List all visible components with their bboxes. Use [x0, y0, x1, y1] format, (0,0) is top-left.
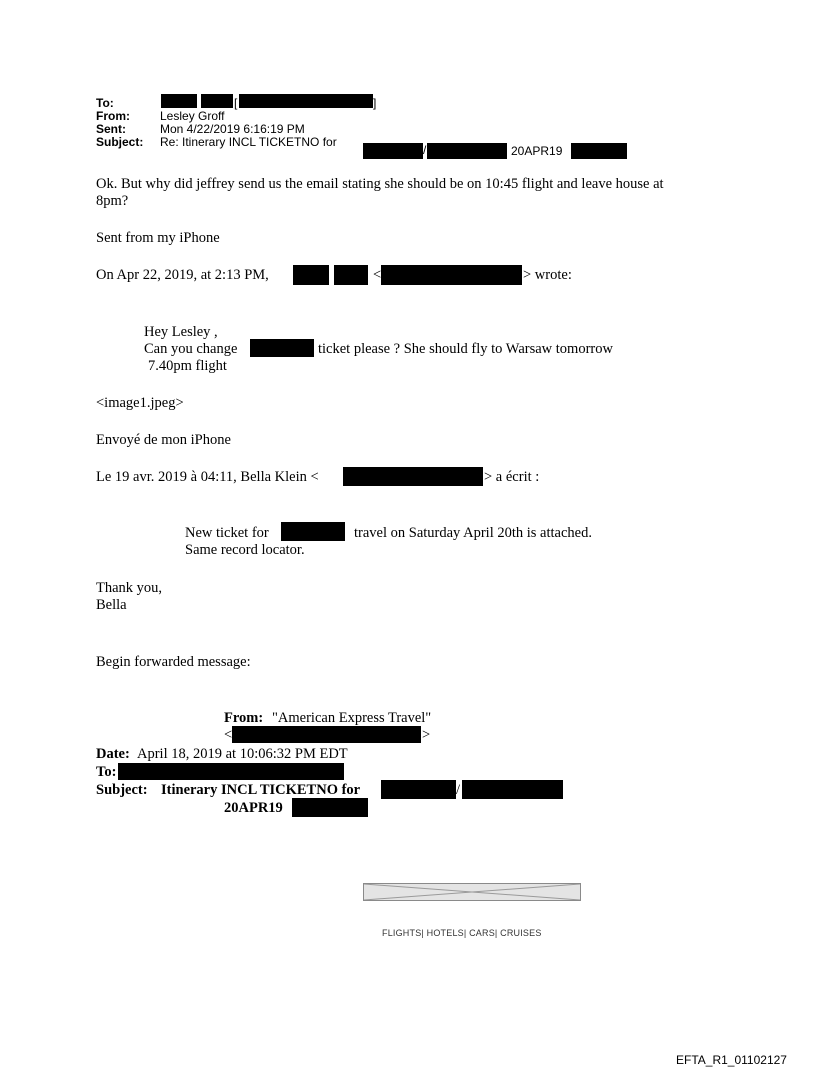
quote2-line-2: Same record locator. — [185, 542, 305, 558]
redaction-bar — [250, 339, 314, 357]
sent-label: Sent: — [96, 122, 126, 136]
subject-slash: / — [423, 143, 427, 157]
sender-name: Bella — [96, 597, 127, 613]
quote1-request-suffix: ticket please ? She should fly to Warsaw tomorrow — [318, 341, 613, 357]
sent-value: Mon 4/22/2019 6:16:19 PM — [160, 122, 305, 136]
redaction-bar — [292, 798, 368, 817]
quote1-greeting: Hey Lesley , — [144, 324, 218, 340]
reply-signature: Sent from my iPhone — [96, 230, 220, 246]
bracket-open: [ — [234, 96, 238, 110]
quote1-attribution: On Apr 22, 2019, at 2:13 PM, — [96, 267, 269, 283]
redaction-bar — [118, 763, 344, 780]
attachment-name: <image1.jpeg> — [96, 395, 184, 411]
from-label: From: — [96, 109, 130, 123]
fwd-gt: > — [422, 727, 431, 743]
quote2-line-1-suffix: travel on Saturday April 20th is attached. — [354, 525, 592, 541]
quote2-attribution: Le 19 avr. 2019 à 04:11, Bella Klein < — [96, 469, 319, 485]
subject-value: Re: Itinerary INCL TICKETNO for — [160, 135, 337, 149]
to-label: To: — [96, 96, 114, 110]
redaction-bar — [201, 94, 233, 108]
quote1-request-line2: 7.40pm flight — [148, 358, 227, 374]
redaction-bar — [161, 94, 197, 108]
redaction-bar — [381, 265, 522, 285]
redaction-bar — [571, 143, 627, 159]
quote2-line-1: New ticket for — [185, 525, 269, 541]
fwd-date-label: Date: — [96, 746, 130, 762]
fwd-to-label: To: — [96, 764, 117, 780]
bracket-close: ] — [373, 96, 377, 110]
redaction-bar — [343, 467, 483, 486]
quote2-wrote: > a écrit : — [484, 469, 540, 485]
redaction-bar — [363, 143, 423, 159]
subject-date: 20APR19 — [511, 144, 563, 158]
thanks-line: Thank you, — [96, 580, 163, 596]
quote1-lt: < — [373, 267, 382, 283]
redaction-bar — [381, 780, 456, 799]
fwd-from-label: From: — [224, 710, 264, 726]
redaction-bar — [239, 94, 373, 108]
redaction-bar — [334, 265, 368, 285]
fwd-subject-date: 20APR19 — [224, 800, 283, 816]
fwd-subject-value: Itinerary INCL TICKETNO for — [161, 782, 361, 798]
redaction-bar — [293, 265, 329, 285]
fwd-lt: < — [224, 727, 233, 743]
broken-image-icon — [364, 884, 580, 900]
quote1-signature: Envoyé de mon iPhone — [96, 432, 231, 448]
travel-links: FLIGHTS| HOTELS| CARS| CRUISES — [382, 928, 542, 938]
redaction-bar — [427, 143, 507, 159]
subject-label: Subject: — [96, 135, 144, 149]
reply-line-2: 8pm? — [96, 193, 129, 209]
document-id: EFTA_R1_01102127 — [676, 1053, 787, 1067]
redaction-bar — [281, 522, 345, 541]
reply-line-1: Ok. But why did jeffrey send us the email stating she should be on 10:45 flight and leave house at — [96, 176, 664, 192]
quote1-wrote: > wrote: — [523, 267, 572, 283]
redaction-bar — [232, 726, 421, 743]
fwd-from-value: "American Express Travel" — [272, 710, 432, 726]
fwd-date-value: April 18, 2019 at 10:06:32 PM EDT — [137, 746, 348, 762]
redaction-bar — [462, 780, 563, 799]
forwarded-intro: Begin forwarded message: — [96, 654, 251, 670]
from-value: Lesley Groff — [160, 109, 225, 123]
fwd-subject-slash: / — [456, 782, 461, 798]
fwd-subject-label: Subject: — [96, 782, 148, 798]
broken-image-placeholder — [363, 883, 581, 901]
quote1-request: Can you change — [144, 341, 238, 357]
